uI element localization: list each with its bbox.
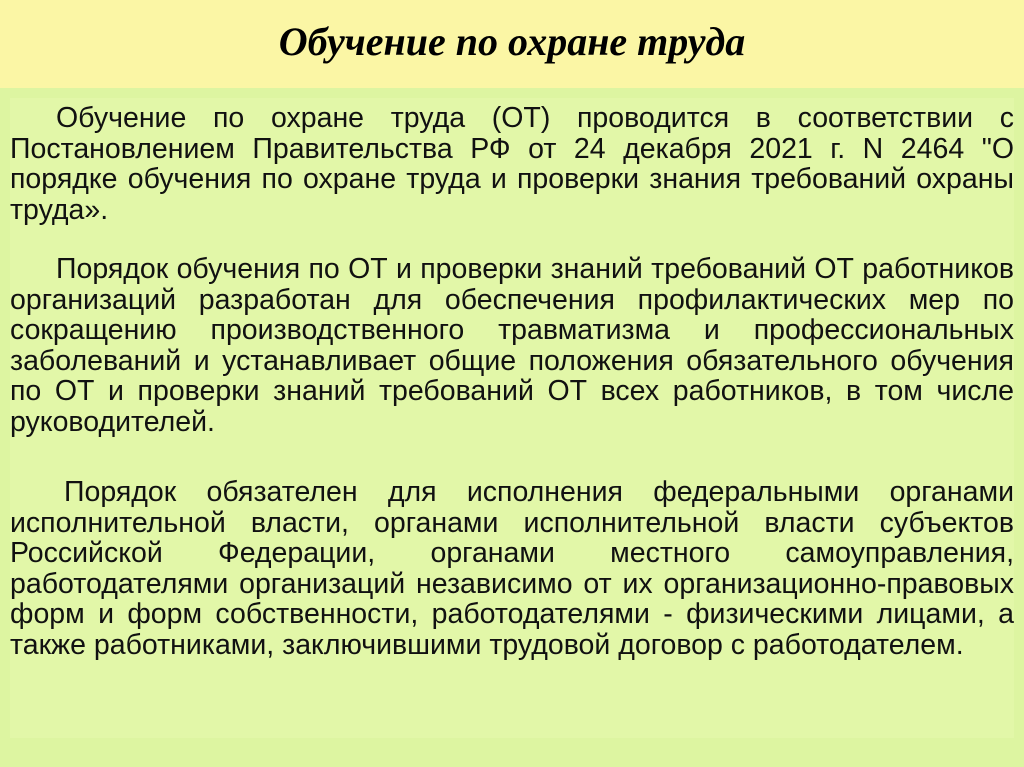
paragraph-training-basis: Обучение по охране труда (ОТ) проводится в соответствии с Постановлением Правительства РФ от 24 декабря 2021 г. N 2464 "О порядке обучения по охране труда и проверки знания требований охраны труда».: [10, 102, 1014, 226]
paragraph-training-procedure: Порядок обучения по ОТ и проверки знаний требований ОТ работников организаций разработан для обеспечения профилактических мер по сокращению производственного травматизма и профессиональных заболеваний и устанавливает общие положения обязательного обучения по ОТ и проверки знаний требований ОТ всех работников, в том числе руководителей.: [10, 253, 1014, 438]
slide-title: Обучение по охране труда: [278, 19, 746, 64]
title-band: [0, 0, 1024, 88]
paragraph-mandatory-scope: Порядок обязателен для исполнения федеральными органами исполнительной власти, органами исполнительной власти субъектов Российской Федерации, органами местного самоуправления, работодателями организаций независимо от их организационно-правовых форм и форм собственности, работодателями - физическими лицами, а также работниками, заключившими трудовой договор с работодателем.: [10, 476, 1014, 661]
